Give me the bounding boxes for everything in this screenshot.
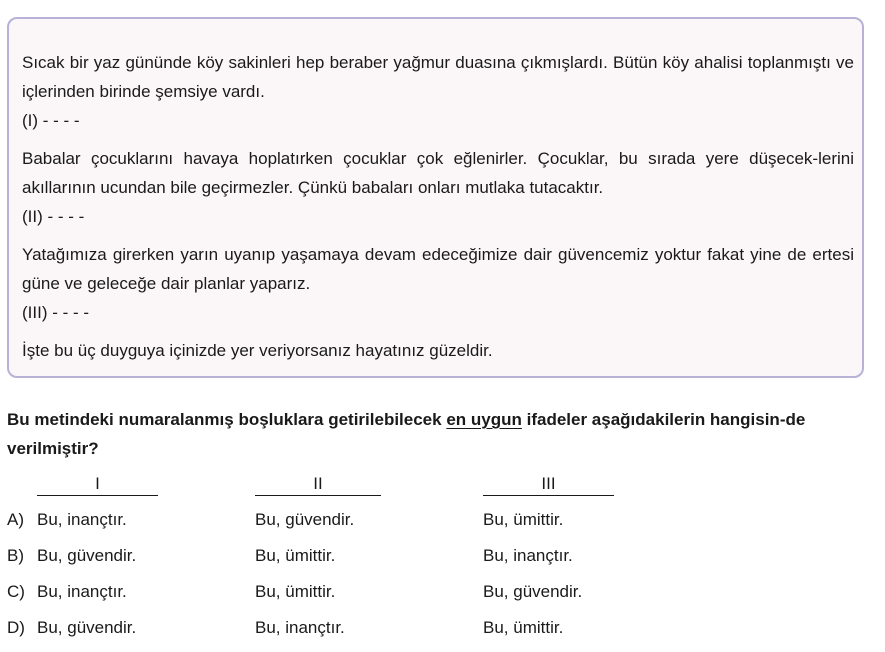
- option-letter: D): [7, 618, 25, 637]
- question-stem: [7, 405, 869, 463]
- passage-box: [7, 17, 864, 378]
- option-b[interactable]: [7, 544, 877, 568]
- blank-I: (I) - - - -: [22, 111, 80, 130]
- question-text-start: Bu metindeki numaralanmış boşluklara getirilebilecek: [7, 410, 447, 429]
- option-c[interactable]: [7, 580, 877, 604]
- option-cell-III: Bu, ümittir.: [483, 510, 564, 529]
- passage-paragraph-1: Sıcak bir yaz gününde köy sakinleri hep beraber yağmur duasına çıkmışlardı. Bütün köy ahalisi toplanmıştı ve içlerinden birinde şemsiye vardı.: [22, 53, 854, 101]
- option-cell-III: Bu, güvendir.: [483, 582, 583, 601]
- option-d[interactable]: [7, 616, 877, 640]
- option-cell-III: Bu, ümittir.: [483, 618, 564, 637]
- option-letter: C): [7, 582, 25, 601]
- blank-III: (III) - - - -: [22, 303, 90, 322]
- option-cell-II: Bu, güvendir.: [255, 510, 355, 529]
- column-header-I: I: [37, 474, 158, 496]
- option-cell-I: Bu, güvendir.: [37, 618, 137, 637]
- passage-text: [22, 48, 854, 365]
- question-text-end: ifadeler aşağıdakilerin hangisin-de verilmiştir?: [7, 410, 806, 458]
- column-header-III: III: [483, 474, 614, 496]
- option-a[interactable]: [7, 508, 877, 532]
- passage-paragraph-4: İşte bu üç duyguya içinizde yer veriyorsanız hayatınız güzeldir.: [22, 341, 493, 360]
- option-letter: B): [7, 546, 24, 565]
- option-cell-II: Bu, inançtır.: [255, 618, 345, 637]
- passage-paragraph-2: Babalar çocuklarını havaya hoplatırken çocuklar çok eğlenirler. Çocuklar, bu sırada yere düşecek-lerini akıllarının ucundan bile geçirmezler. Çünkü babaları onları mutlaka tutacaktır.: [22, 149, 854, 197]
- option-cell-I: Bu, inançtır.: [37, 582, 127, 601]
- blank-II: (II) - - - -: [22, 207, 85, 226]
- passage-paragraph-3: Yatağımıza girerken yarın uyanıp yaşamaya devam edeceğimize dair güvencemiz yoktur fakat yine de ertesi güne ve geleceğe dair planlar yaparız.: [22, 245, 854, 293]
- column-header-II: II: [255, 474, 381, 496]
- question-emphasis: en uygun: [446, 410, 522, 429]
- option-cell-III: Bu, inançtır.: [483, 546, 573, 565]
- option-cell-II: Bu, ümittir.: [255, 546, 336, 565]
- option-cell-I: Bu, güvendir.: [37, 546, 137, 565]
- option-cell-II: Bu, ümittir.: [255, 582, 336, 601]
- option-letter: A): [7, 510, 24, 529]
- option-cell-I: Bu, inançtır.: [37, 510, 127, 529]
